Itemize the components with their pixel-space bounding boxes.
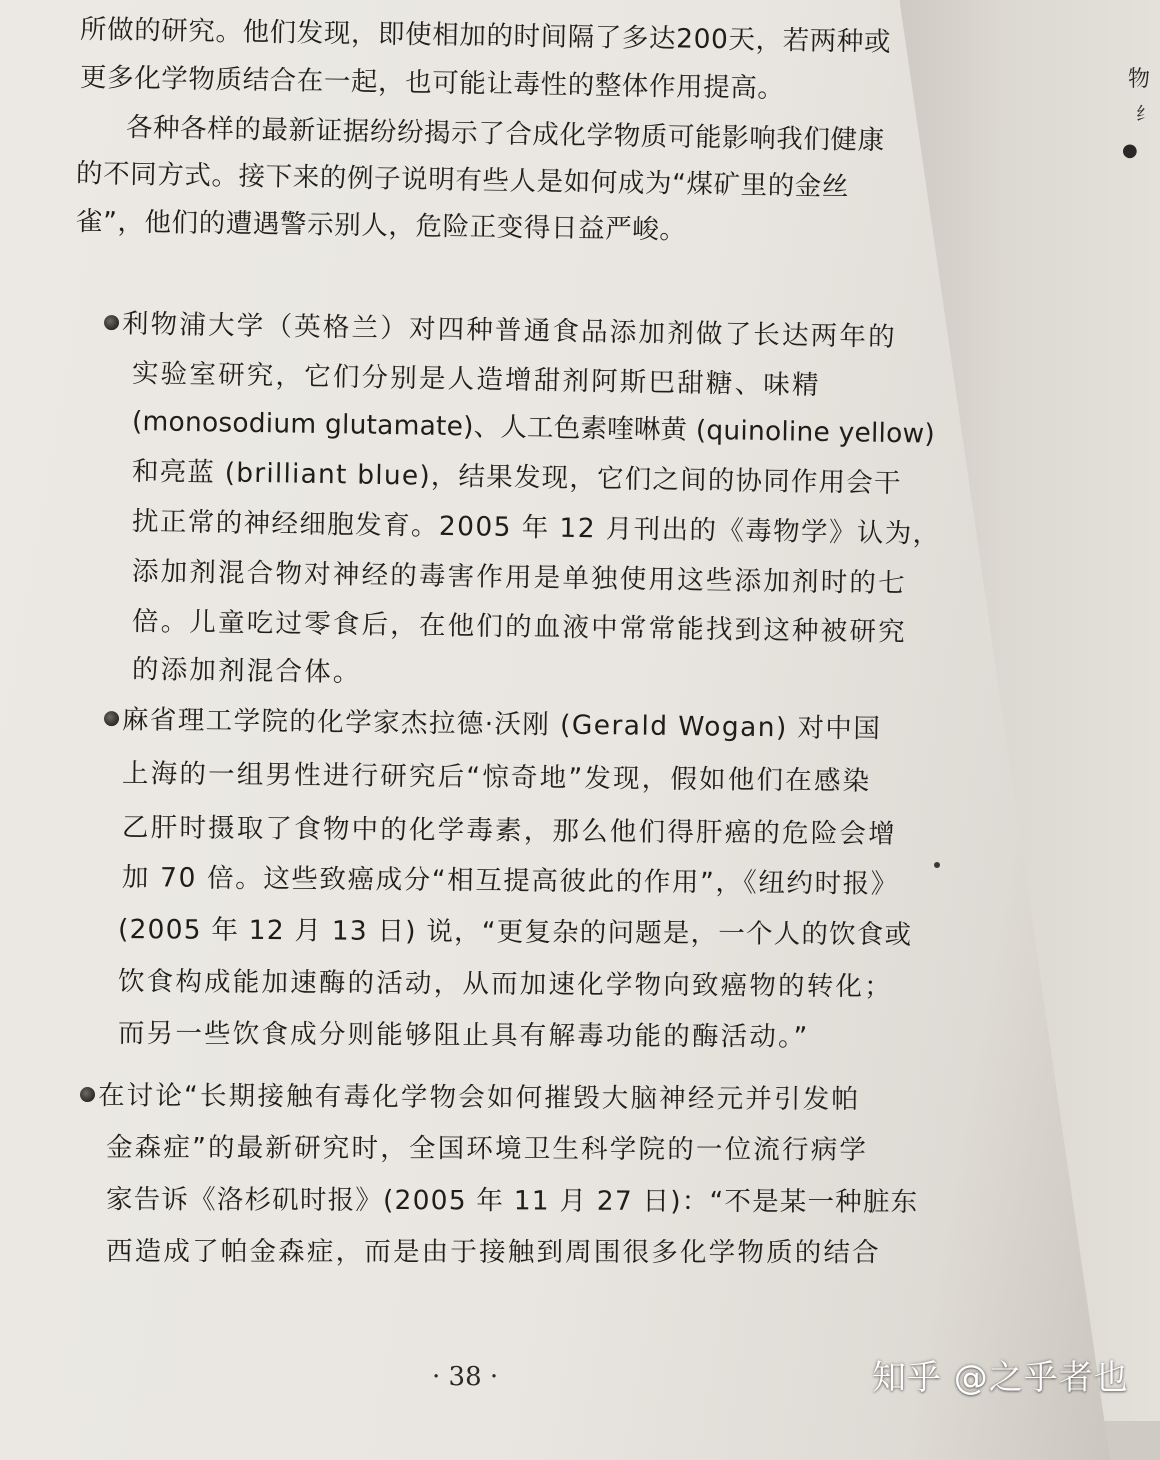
text-line: 各种各样的最新证据纷纷揭示了合成化学物质可能影响我们健康 [125, 112, 885, 157]
list-item: 麻省理工学院的化学家杰拉德·沃刚 (Gerald Wogan) 对中国 [104, 704, 882, 745]
text-line: 扰正常的神经细胞发育。2005 年 12 月刊出的《毒物学》认为， [131, 506, 941, 550]
text-line: 加 70 倍。这些致癌成分“相互提高彼此的作用”，《纽约时报》 [121, 862, 899, 900]
text-line: 添加剂混合物对神经的毒害作用是单独使用这些添加剂时的七 [131, 556, 908, 600]
text-line: 乙肝时摄取了食物中的化学毒素，那么他们得肝癌的危险会增 [121, 812, 898, 850]
next-page-fragment: 纟 [1136, 104, 1154, 125]
page-number: · 38 · [432, 1362, 499, 1392]
zhihu-watermark: 知乎 @之乎者也 [872, 1358, 1129, 1398]
text-line: 上海的一组男性进行研究后“惊奇地”发现，假如他们在感染 [121, 758, 872, 797]
text-line: (2005 年 12 月 13 日) 说，“更复杂的问题是，一个人的饮食或 [117, 914, 913, 951]
list-item: 利物浦大学（英格兰）对四种普通食品添加剂做了长达两年的 [104, 308, 897, 354]
text-line: 所做的研究。他们发现，即使相加的时间隔了多达200天，若两种或 [79, 14, 892, 58]
bullet-icon [104, 711, 119, 726]
text-line: 西造成了帕金森症，而是由于接触到周围很多化学物质的结合 [105, 1236, 881, 1269]
text-line: 家告诉《洛杉矶时报》(2005 年 11 月 27 日)：“不是某一种脏东 [105, 1184, 919, 1218]
text-line: (monosodium glutamate)、人工色素喹啉黄 (quinoline yellow) [131, 406, 936, 450]
text-line: 更多化学物质结合在一起，也可能让毒性的整体作用提高。 [79, 62, 785, 105]
ink-dot [934, 862, 940, 868]
text-line: 雀”，他们的遭遇警示别人，危险正变得日益严峻。 [75, 206, 687, 246]
text-line: 而另一些饮食成分则能够阻止具有解毒功能的酶活动。” [117, 1018, 810, 1053]
bullet-icon [80, 1087, 95, 1102]
text-line: 饮食构成能加速酶的活动，从而加速化学物向致癌物的转化； [117, 966, 893, 1003]
next-page-fragment: 物 [1128, 67, 1151, 92]
text-line: 和亮蓝 (brilliant blue)，结果发现，它们之间的协同作用会干 [131, 456, 902, 500]
text-line: 金森症”的最新研究时，全国环境卫生科学院的一位流行病学 [105, 1132, 869, 1166]
text-line: 的添加剂混合体。 [131, 654, 362, 689]
next-page-fragment: ● [1122, 140, 1138, 161]
text-line: 的不同方式。接下来的例子说明有些人是如何成为“煤矿里的金丝 [75, 158, 850, 203]
text-line: 倍。儿童吃过零食后，在他们的血液中常常能找到这种被研究 [131, 606, 908, 648]
text-line: 实验室研究，它们分别是人造增甜剂阿斯巴甜糖、味精 [131, 358, 821, 402]
list-item: 在讨论“长期接触有毒化学物会如何摧毁大脑神经元并引发帕 [80, 1080, 860, 1116]
bullet-icon [104, 315, 119, 330]
